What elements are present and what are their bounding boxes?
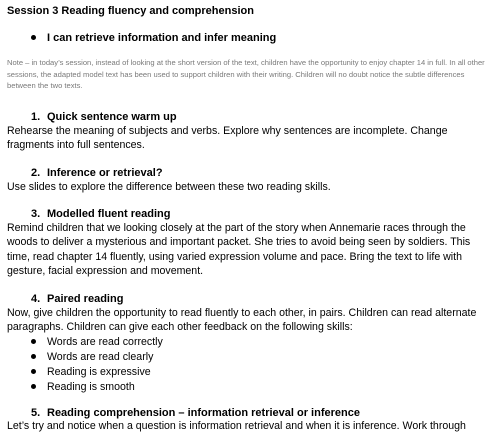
session-title: Session 3 Reading fluency and comprehension [7,5,254,17]
section-3-heading [31,208,170,220]
section-1-title: Quick sentence warm up [47,111,177,123]
list-item: Words are read clearly [31,350,163,365]
section-4-body: Now, give children the opportunity to read fluently to each other, in pairs. Children can read alternate paragraphs. Children can give each other feedback on the following skills: [7,307,477,334]
list-item: Reading is expressive [31,365,163,380]
learning-objective [31,32,276,44]
section-2-title: Inference or retrieval? [47,167,163,179]
bullet-icon [31,369,36,374]
section-1-number: 1. [31,111,41,123]
objective-text: I can retrieve information and infer meaning [47,32,277,44]
section-4-title: Paired reading [47,293,124,305]
section-1-heading [31,111,177,123]
section-3-body: Remind children that we looking closely at the part of the story when Annemarie races through the woods to deliver a mysterious and important packet. She tries to avoid being seen by soldiers. This time, read chapter 14 fluently, using varied expression volume and pace. Bring the text to life with gesture, facial expression and movement. [7,222,471,278]
section-1-body: Rehearse the meaning of subjects and verbs. Explore why sentences are incomplete. Change fragments into full sentences. [7,125,448,152]
section-2-heading [31,167,163,179]
section-4-number: 4. [31,293,41,305]
bullet-icon [31,384,36,389]
section-5-heading [31,407,360,419]
list-item: Words are read correctly [31,335,163,350]
teacher-note: Note – in today’s session, instead of looking at the short version of the text, children have the opportunity to enjoy chapter 14 in full. In all other sessions, the adapted model text has been used to support children with their writing. Children will no doubt notice the subtle differences between the two texts. [7,58,485,90]
feedback-skills-list [31,335,163,395]
bullet-icon [31,339,36,344]
section-5-body: Let’s try and notice when a question is information retrieval and when it is inference. Work through [7,420,466,432]
section-3-title: Modelled fluent reading [47,208,171,220]
section-2-number: 2. [31,167,41,179]
bullet-icon [31,354,36,359]
section-5-title: Reading comprehension – information retrieval or inference [47,407,360,419]
section-2-body: Use slides to explore the difference between these two reading skills. [7,181,331,193]
list-item: Reading is smooth [31,380,163,395]
bullet-icon [31,35,36,40]
section-5-number: 5. [31,407,41,419]
section-4-heading [31,293,123,305]
section-3-number: 3. [31,208,41,220]
